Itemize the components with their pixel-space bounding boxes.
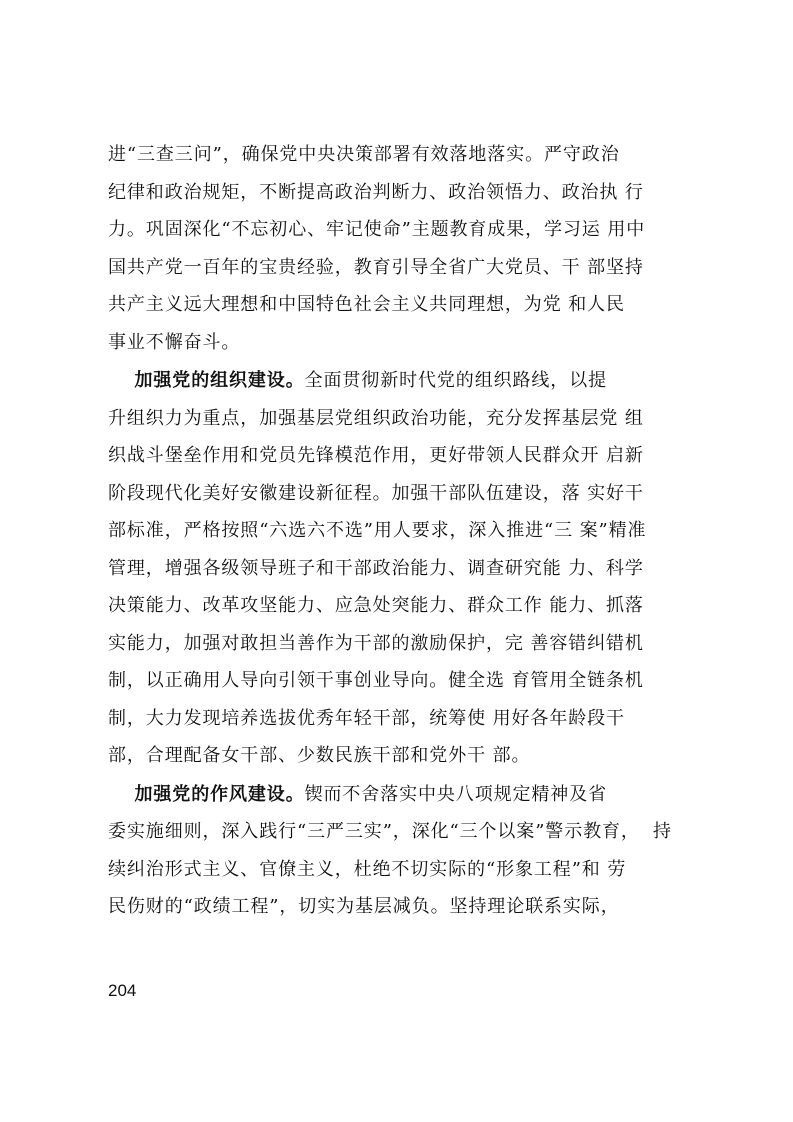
- text-line: 决策能力、改革攻坚能力、应急处突能力、群众工作 能力、抓落: [108, 595, 644, 616]
- paragraph-text: 锲而不舍落实中央八项规定精神及省: [304, 783, 608, 805]
- paragraph-style-first-line: [108, 776, 698, 814]
- text-line: 实能力，加强对敢担当善作为干部的激励保护，完 善容错纠错机: [108, 632, 644, 654]
- section-heading-organization: 加强党的组织建设。: [134, 370, 305, 391]
- text-line: 织战斗堡垒作用和党员先锋模范作用，更好带领人民群众开 启新: [108, 445, 644, 466]
- text-line: 部，合理配备女干部、少数民族干部和党外干 部。: [108, 745, 531, 766]
- text-line: 民伤财的“政绩工程”，切实为基层减负。坚持理论联系实际，: [108, 896, 620, 917]
- page-number: 204: [108, 981, 137, 1000]
- text-line: 国共产党一百年的宝贵经验，教育引导全省广大党员、干 部坚持: [108, 256, 644, 278]
- text-line: 力。巩固深化“不忘初心、牢记使命”主题教育成果，学习运 用中: [108, 219, 646, 240]
- text-line: 部标准，严格按照“六选六不选”用人要求，深入推进“三 案”精准: [108, 520, 647, 541]
- text-line: 制，以正确用人导向引领干事创业导向。健全选 育管用全链条机: [108, 670, 644, 691]
- text-line: 进“三查三问”，确保党中央决策部署有效落地落实。严守政治: [108, 144, 620, 165]
- text-line: 事业不懈奋斗。: [108, 331, 241, 353]
- text-line: 阶段现代化美好安徽建设新征程。加强干部队伍建设，落 实好干: [108, 482, 644, 504]
- section-heading-style: 加强党的作风建设。: [134, 783, 305, 805]
- text-line: 纪律和政治规矩，不断提高政治判断力、政治领悟力、政治执 行: [108, 181, 644, 203]
- paragraph-text: 全面贯彻新时代党的组织路线，以提: [304, 370, 608, 391]
- text-line: 续纠治形式主义、官僚主义，杜绝不切实际的“形象工程”和 劳: [108, 858, 627, 880]
- text-line: 共产主义远大理想和中国特色社会主义共同理想，为党 和人民: [108, 294, 625, 315]
- body-text: [108, 136, 698, 926]
- text-line: 升组织力为重点，加强基层党组织政治功能，充分发挥基层党 组: [108, 407, 644, 429]
- text-line: 委实施细则，深入践行“三严三实”，深化“三个以案”警示教育， 持: [108, 821, 672, 842]
- text-line: 管理，增强各级领导班子和干部政治能力、调查研究能 力、科学: [108, 557, 644, 579]
- text-line: 制，大力发现培养选拔优秀年轻干部，统筹使 用好各年龄段干: [108, 707, 625, 729]
- paragraph-organization-first-line: [108, 362, 698, 400]
